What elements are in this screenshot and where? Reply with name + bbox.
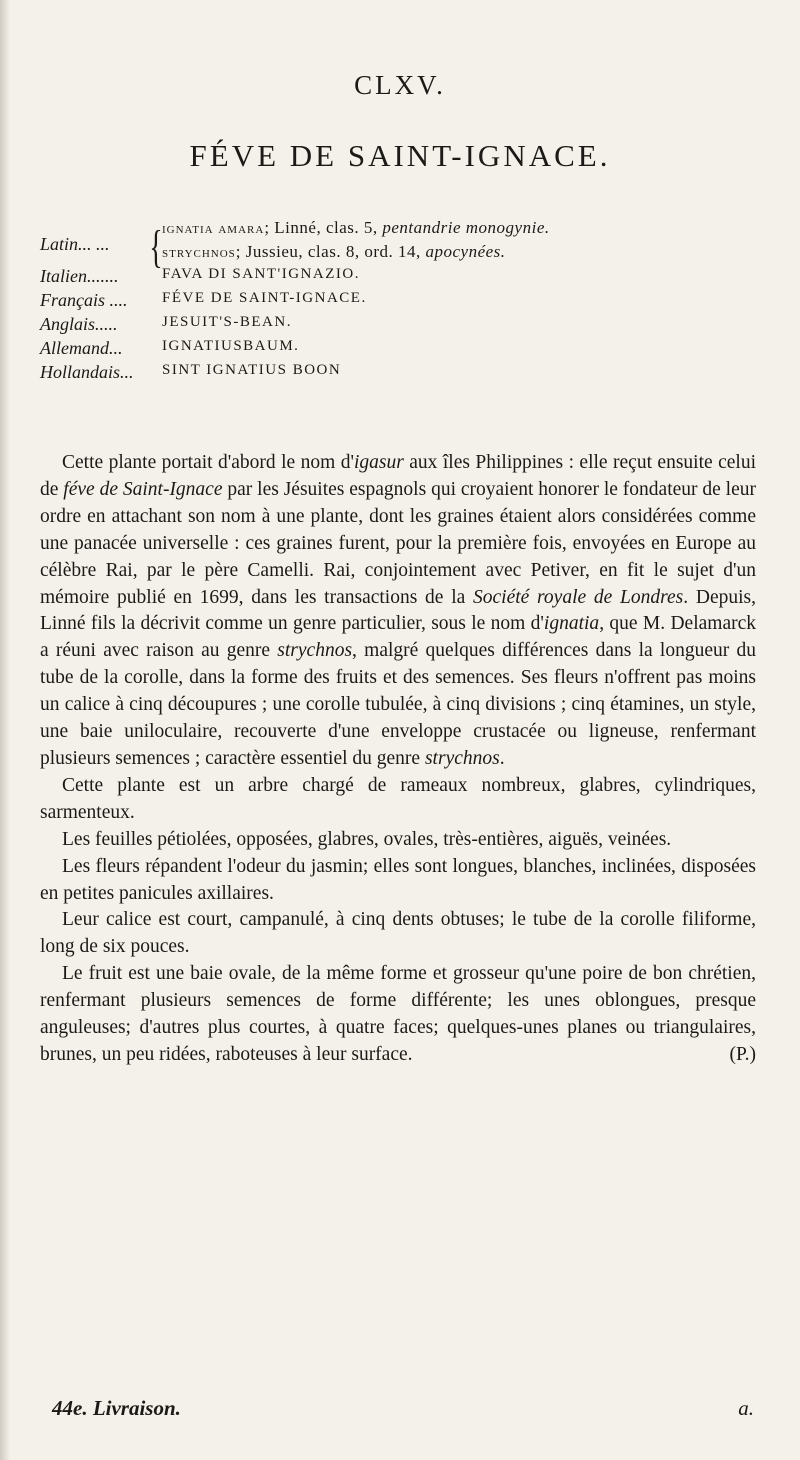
synonym-label: Anglais..... xyxy=(40,314,118,334)
synonym-label: Latin... ... xyxy=(40,234,110,254)
synonym-value: SINT IGNATIUS BOON xyxy=(162,362,342,378)
synonym-label: Allemand... xyxy=(40,338,123,358)
page-edge-shadow xyxy=(0,0,10,1460)
author-signature: (P.) xyxy=(729,1043,756,1065)
synonym-value: IGNATIUSBAUM. xyxy=(162,338,300,354)
synonym-value: JESUIT'S-BEAN. xyxy=(162,314,292,330)
paragraph-history: Cette plante portait d'abord le nom d'igasur aux îles Philippines : elle reçut ensuite celui de féve de Saint-Ignace par les Jésuites espagnols qui croyaient honorer le fondateur de leur ordre en attachant son nom à une plante, dont les graines étaient alors considérées comme une panacée universelle : ces graines furent, pour la première fois, envoyées en Europe au célèbre Rai, par le père Camelli. Rai, conjointement avec Petiver, en fit le sujet d'un mémoire publié en 1699, dans les transactions de la Société royale de Londres. Depuis, Linné fils la décrivit comme un genre particulier, sous le nom d'ignatia, que M. Delamarck a réuni avec raison au genre strychnos, malgré quelques différences dans la longueur du tube de la corolle, dans la forme des fruits et des semences. Ses fleurs n'offrent pas moins un calice à cinq découpures ; une corolle tubulée, à cinq divisions ; cinq étamines, un style, une baie uniloculaire, recouverte d'une enveloppe crustacée ou ligneuse, renfermant plusieurs semences ; caractère essentiel du genre strychnos. xyxy=(40,452,757,769)
synonym-label: Italien....... xyxy=(40,266,119,286)
signature-mark: a. xyxy=(738,1396,754,1420)
livraison-mark: 44e. Livraison. xyxy=(52,1396,181,1420)
chapter-numeral: CLXV. xyxy=(354,70,446,100)
synonym-value: ignatia amara; Linné, clas. 5, pentandrie monogynie. xyxy=(162,218,550,237)
paragraph-flowers: Les fleurs répandent l'odeur du jasmin; elles sont longues, blanches, inclinées, disposées en petites panicules axillaires. xyxy=(40,855,756,904)
synonym-value: FAVA DI SANT'IGNAZIO. xyxy=(162,266,360,282)
synonym-label: Français .... xyxy=(40,290,128,310)
synonym-value: strychnos; Jussieu, clas. 8, ord. 14, apocynées. xyxy=(162,242,506,261)
synonym-value: FÉVE DE SAINT-IGNACE. xyxy=(162,290,367,306)
paragraph-tree: Cette plante est un arbre chargé de rameaux nombreux, glabres, cylindriques, sarmenteux. xyxy=(40,774,756,823)
paragraph-leaves: Les feuilles pétiolées, opposées, glabres, ovales, très-entières, aiguës, veinées. xyxy=(62,828,672,850)
paragraph-fruit: Le fruit est une baie ovale, de la même forme et grosseur qu'une poire de bon chrétien, renfermant plusieurs semences de forme différente; les unes oblongues, presque anguleuses; d'autres plus courtes, à quatre faces; quelques-unes planes ou triangulaires, brunes, un peu ridées, raboteuses à leur surface. (P.) xyxy=(40,961,756,1069)
paragraph-calyx: Leur calice est court, campanulé, à cinq dents obtuses; le tube de la corolle filiforme, long de six pouces. xyxy=(40,909,756,958)
synonym-label: Hollandais... xyxy=(40,362,134,382)
page-title: FÉVE DE SAINT-IGNACE. xyxy=(189,138,611,173)
body-text xyxy=(40,450,756,1069)
latin-brace: { xyxy=(149,221,163,272)
